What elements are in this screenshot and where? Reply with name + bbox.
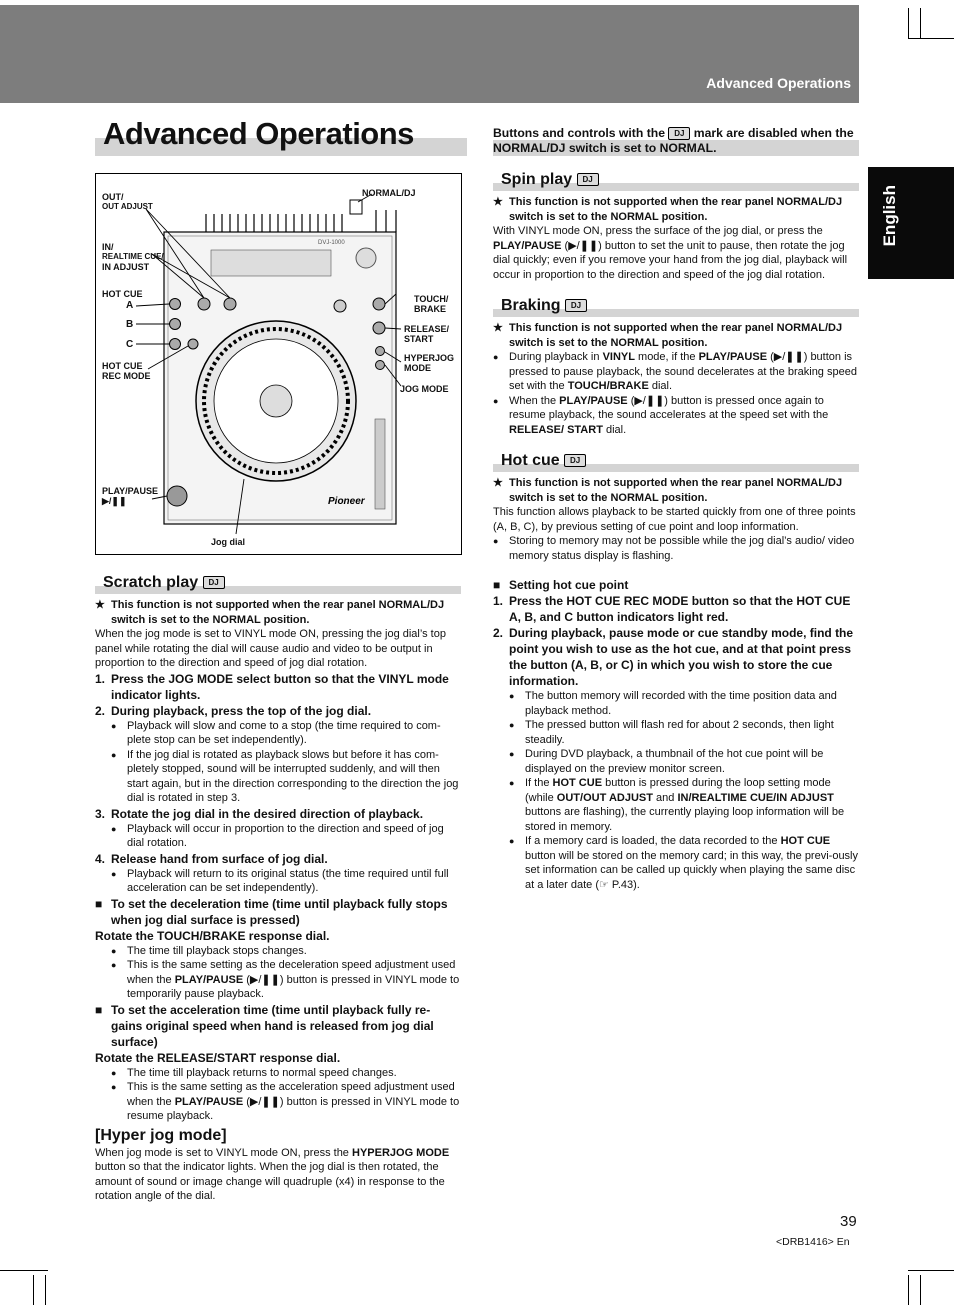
step: 3. Rotate the jog dial in the desired direction of playback. [95,806,424,821]
step-text: Release hand from surface of jog dial. [111,851,328,866]
bullet-text: Storing to memory may not be possible while the jog dial’s audio/ video memory status display is flashing. [509,535,855,562]
step-text: Press the HOT CUE REC MODE button so that the HOT CUE A, B, and C button indicators light red. [509,594,851,624]
release-start-label [404,324,449,344]
jog-dial-label: Jog dial [211,537,246,547]
crop-mark [920,1275,921,1305]
heading-text: Spin play [501,171,573,188]
label-text: MODE [404,363,431,373]
label-text: ▶/❚❚ [102,496,127,506]
para-text: PLAY/PAUSE [493,239,562,252]
dj-mark-icon: DJ [668,127,690,140]
page-number: 39 [840,1213,857,1230]
device-figure [95,173,462,555]
crop-mark [45,1275,46,1305]
para-text: (▶/❚❚) button to set the unit to pause, then rotate the jog dial quickly; even if you remove your hand from the jog dial, playback will occur in proportion to the direction and speed of the jog dial rotation. [493,239,848,281]
braking-note: ★ This function is not supported when the rear panel NORMAL/DJ switch is set to the NORMAL position. [493,321,859,350]
note-text: This function is not supported when the rear panel NORMAL/DJ switch is set to the NORMAL position. [111,599,445,626]
bullet-text: This is the same setting as the acceleration speed adjustment used when the [127,1081,455,1108]
hotcue-heading [493,452,859,474]
bullet-text: mode, if the [638,351,696,363]
bullet-text: If a memory card is loaded, the data recorded to the [525,835,778,847]
bullet: ● This is the same setting as the acceleration speed adjustment used when the PLAY/PAUSE (▶/❚❚) button is pressed in VINYL mode to resume playback. [111,1081,460,1122]
label-text: HYPERJOG [404,353,455,363]
bullet-text: PLAY/PAUSE [698,351,768,363]
bullet-text: The time till playback stops changes. [127,944,307,957]
bullet: ● The time till playback stops changes. [111,944,307,957]
para-text: With VINYL mode ON, press the surface of the jog dial, or press the [493,225,823,237]
crop-mark [908,8,909,38]
subheading-text: Setting hot cue point [509,578,629,592]
bullet-text: The pressed button will flash red for about 2 seconds, then light steadily. [525,719,834,746]
subheading-text: To set the deceleration time (time until playback fully stops when jog dial surface is pressed) [111,896,448,927]
step-text: Press the JOG MODE select button so that the VINYL mode indicator lights. [111,671,449,702]
header-band [0,5,859,103]
bullet-text: If the jog dial is rotated as playback slows but before it has com-pletely stopped, sound will be interrupted suddenly, and will then start again, but in the direction corresponding to the direction the jog dial is rotated in step 3. [127,748,459,804]
spin-note: ★ This function is not supported when the rear panel NORMAL/DJ switch is set to the NORMAL position. [493,195,859,224]
label-text: BRAKE [414,304,447,314]
crop-mark [0,1270,48,1271]
bullet-text: RELEASE/ START [509,423,603,436]
braking-body [493,321,859,437]
bullet: ● Storing to memory may not be possible while the jog dial’s audio/ video memory status display is flashing. [493,534,859,563]
brand-logo: Pioneer [328,496,365,507]
hot-cue-c-label: C [126,339,134,350]
bullet: ● This is the same setting as the deceleration speed adjustment used when the PLAY/PAUSE (▶/❚❚) button is pressed in VINYL mode to temporarily pause playback. [111,959,460,1000]
bullet-text: button is pressed during the loop setting mode (while [525,777,831,804]
document-code: <DRB1416> En [776,1236,850,1248]
bullet-text: buttons are flashing), the currently playing loop information will be stored in memory. [525,806,845,833]
bullet-text: When the [509,394,557,407]
bullet: ● The time till playback returns to normal speed changes. [111,1066,397,1079]
heading-text: Scratch play [103,574,199,591]
top-note-text: Buttons and controls with the [493,126,665,140]
bullet: ● The button memory will recorded with the time position data and playback method. [493,689,859,718]
bullet-text: HOT CUE [780,835,831,847]
hotcue-intro: This function allows playback to be started quickly from one of three points (A, B, C), by previous setting of cue point and loop information. [493,506,856,533]
crop-mark [33,1275,34,1305]
bullet: ● Playback will slow and come to a stop (the time required to com-plete stop can be set independently). [95,719,461,748]
bullet-text: The time till playback returns to normal speed changes. [127,1066,397,1079]
bullet-text: and [656,791,675,804]
bullet-text: button will be stored on the memory card; in this way, the previ-ously set information can be called up quickly when playing the same disc at a later date (☞ P.43). [525,849,859,891]
crop-mark [908,1270,954,1271]
model-name: DVJ-1000 [318,240,345,246]
para-text: HYPERJOG MODE [352,1146,450,1159]
bullet-text: IN/REALTIME CUE/IN ADJUST [677,791,834,804]
step: 2. During playback, press the top of the jog dial. [95,703,372,718]
scratch-heading [95,574,461,596]
label-text: HOT CUE [102,361,143,371]
label-text: REALTIME CUE/ [102,252,164,261]
bullet-text: dial. [651,380,673,392]
normal-dj-label: NORMAL/DJ [362,188,416,198]
label-text: PLAY/PAUSE [102,486,159,496]
bullet-text: The button memory will recorded with the time position data and playback method. [525,690,837,717]
bullet: ● Playback will return to its original status (the time required until full acceleration can be set independently). [95,867,461,896]
label-text: IN/ [102,242,114,252]
scratch-note: ★ This function is not supported when the rear panel NORMAL/DJ switch is set to the NORMAL position. [95,598,461,627]
hot-cue-b-label: B [126,319,134,330]
spin-heading [493,171,859,193]
bullet-text: Playback will slow and come to a stop (the time required to com-plete stop can be set independently). [127,719,441,746]
hyperjog-heading: [Hyper jog mode] [95,1126,227,1144]
top-note [493,126,859,156]
label-text: START [404,334,434,344]
bullet: ● During playback in VINYL mode, if the PLAY/PAUSE (▶/❚❚) button is pressed to pause playback, the sound decelerates at the braking speed set with the TOUCH/BRAKE dial. [493,351,857,392]
note-text: This function is not supported when the rear panel NORMAL/DJ switch is set to the NORMAL position. [509,196,843,223]
subheading: ■ To set the deceleration time (time until playback fully stops when jog dial surface is pressed) [95,896,461,928]
bullet: ● If the HOT CUE button is pressed during the loop setting mode (while OUT/OUT ADJUST and IN/REALTIME CUE/IN ADJUST buttons are flashing), the currently playing loop information will be stored in memory. [509,777,845,833]
bullet-text: PLAY/PAUSE [174,973,244,986]
hotcue-body [493,476,859,892]
language-label: English [880,185,899,247]
crop-mark [908,38,954,39]
bullet: ● If the jog dial is rotated as playback slows but before it has com-pletely stopped, sound will be interrupted suddenly, and will then start again, but in the direction corresponding to the direction the jog dial is rotated in step 3. [95,748,461,806]
step: 1. Press the JOG MODE select button so that the VINYL mode indicator lights. [95,671,461,703]
dj-mark-icon: DJ [203,576,225,589]
heading-text: Hot cue [501,452,560,469]
bullet: ● The pressed button will flash red for about 2 seconds, then light steadily. [493,718,859,747]
bullet-text: VINYL [602,351,635,363]
touch-brake-label [414,294,448,314]
label-text: REC MODE [102,371,151,381]
dj-mark-icon: DJ [564,454,586,467]
bullet-text: PLAY/PAUSE [174,1095,244,1108]
bullet: ● During DVD playback, a thumbnail of the hot cue point will be displayed on the preview monitor screen. [493,747,859,776]
label-text: RELEASE/ [404,324,450,334]
scratch-body [95,598,461,1204]
braking-heading [493,297,859,319]
hot-cue-a-label: A [126,300,134,311]
para-text: When jog mode is set to VINYL mode ON, press the [95,1146,349,1159]
bullet-text: HOT CUE [552,777,603,789]
note-text: This function is not supported when the rear panel NORMAL/DJ switch is set to the NORMAL position. [509,477,843,504]
note-text: This function is not supported when the rear panel NORMAL/DJ switch is set to the NORMAL position. [509,322,843,349]
bullet-text: This is the same setting as the deceleration speed adjustment used when the [127,959,456,986]
subheading: ■ Setting hot cue point [493,578,629,592]
dj-mark-icon: DJ [577,173,599,186]
label-text: OUT/ [102,192,124,202]
out-label [102,192,153,212]
bullet: ● If a memory card is loaded, the data recorded to the HOT CUE button will be stored on the memory card; in this way, the previ-ously set information can be called up quickly when playing the same disc at a later date (☞ P.43). [509,835,859,891]
subheading-text: To set the acceleration time (time until playback fully re-gains original speed when hand is released from jog dial surface) [111,1002,434,1049]
language-tab [868,167,954,279]
page-title: Advanced Operations [103,116,414,151]
spin-body [493,195,859,282]
spin-text [493,224,859,282]
instruction: Rotate the RELEASE/START response dial. [95,1050,341,1065]
crop-mark [920,8,921,38]
bullet-text: PLAY/PAUSE [559,394,628,407]
dj-mark-icon: DJ [565,299,587,312]
bullet-text: TOUCH/BRAKE [567,380,649,392]
in-label [102,242,164,272]
bullet-text: (▶/❚❚) button is pressed to pause playback, the sound decelerates at the braking speed set with the [509,351,857,392]
bullet-text: Playback will return to its original status (the time required until full acceleration can be set independently). [127,867,449,894]
header-section-label: Advanced Operations [706,75,851,91]
bullet-text: If the [525,777,550,789]
step: 4. Release hand from surface of jog dial. [95,851,328,866]
instruction: Rotate the TOUCH/BRAKE response dial. [95,928,330,943]
step-text: Rotate the jog dial in the desired direction of playback. [111,806,424,821]
bullet-text: During playback in [509,351,600,363]
step: 1. Press the HOT CUE REC MODE button so that the HOT CUE A, B, and C button indicators light red. [493,593,859,625]
step-text: During playback, press the top of the jog dial. [111,703,372,718]
hyperjog-text [95,1146,461,1204]
bullet-text: (▶/❚❚) button is pressed in VINYL mode to resume playback. [127,1095,460,1122]
subheading: ■ To set the acceleration time (time until playback fully re-gains original speed when hand is released from jog dial surface) [95,1002,461,1050]
bullet-text: (▶/❚❚) button is pressed once again to resume playback, the sound accelerates at the speed set with the [509,394,829,421]
bullet-text: OUT/OUT ADJUST [556,791,653,804]
step: 2. During playback, pause mode or cue standby mode, find the point you wish to use as the hot cue, and at that point press the button (A, B, or C) in which you wish to store the cue information. [493,625,859,689]
hyperjog-label [404,353,454,373]
bullet-text: (▶/❚❚) button is pressed in VINYL mode to temporarily pause playback. [127,973,460,1000]
jog-mode-label: JOG MODE [400,384,449,394]
label-text: IN ADJUST [102,262,150,272]
para-text: button so that the indicator lights. When the jog dial is then rotated, the amount of sound or image change will quadruple (x4) in response to the rotation angle of the dial. [95,1161,445,1202]
scratch-intro: When the jog mode is set to VINYL mode ON, pressing the jog dial’s top panel while rotating the dial will cause audio and video to be output in proportion to the direction and speed of jog dial rotation. [95,628,446,669]
step-text: During playback, pause mode or cue standby mode, find the point you wish to use as the hot cue, and at that point press the button (A, B, or C) in which you wish to store the cue information. [509,626,854,688]
bullet-text: Playback will occur in proportion to the direction and speed of jog dial rotation. [127,822,444,849]
bullet: ● Playback will occur in proportion to the direction and speed of jog dial rotation. [95,822,461,851]
label-text: TOUCH/ [414,294,449,304]
hot-cue-label: HOT CUE [102,289,143,299]
play-pause-label [102,486,158,506]
crop-mark [908,1275,909,1305]
top-note-text: mark are disabled when the NORMAL/DJ switch is set to NORMAL. [493,126,854,155]
hotcue-note: ★ This function is not supported when the rear panel NORMAL/DJ switch is set to the NORMAL position. [493,476,859,505]
label-text: OUT ADJUST [102,202,153,211]
heading-text: Braking [501,297,561,314]
hot-cue-rec-label [102,361,151,381]
bullet-text: dial. [605,423,627,436]
bullet-text: During DVD playback, a thumbnail of the hot cue point will be displayed on the preview monitor screen. [525,748,824,775]
bullet: ● When the PLAY/PAUSE (▶/❚❚) button is pressed once again to resume playback, the sound accelerates at the speed set with the RELEASE/ START dial. [493,394,829,436]
